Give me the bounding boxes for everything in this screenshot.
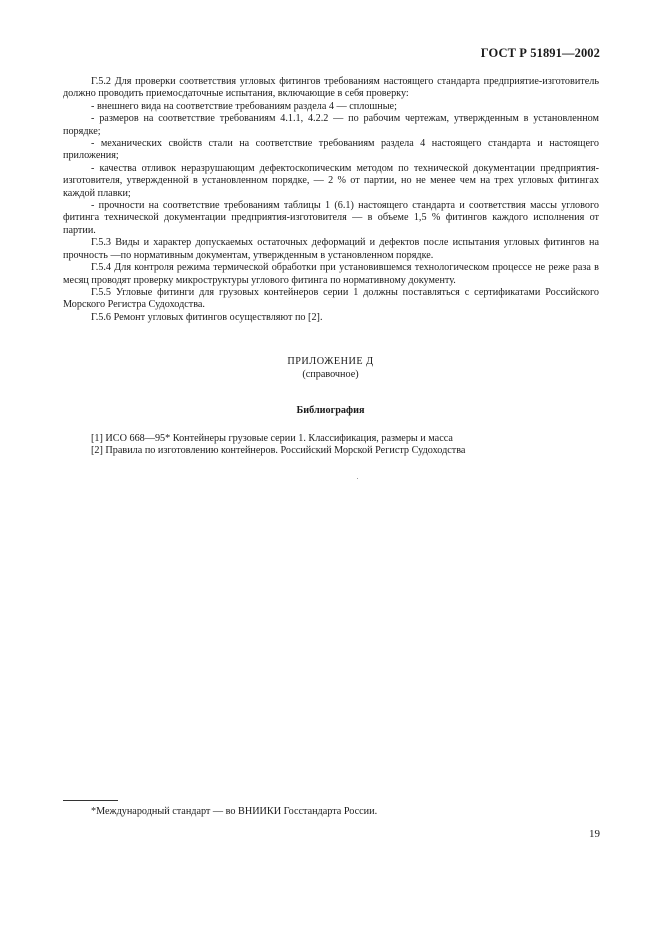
appendix-title: ПРИЛОЖЕНИЕ Д	[287, 356, 374, 367]
list-item-dimensions: - размеров на соответствие требованиям 4.1.1, 4.2.2 — по рабочим чертежам, утвержденным в установленном порядке;	[63, 113, 599, 137]
footnote-divider	[63, 800, 118, 801]
paragraph-g54: Г.5.4 Для контроля режима термической обработки при установившемся технологическом процессе не реже раза в месяц проводят проверку микроструктуры углового фитинга по нормативному документу.	[63, 262, 599, 286]
appendix-subtitle: (справочное)	[302, 369, 359, 380]
list-item-appearance: - внешнего вида на соответствие требованиям раздела 4 — сплошные;	[91, 100, 397, 112]
list-item-castings: - качества отливок неразрушающим дефектоскопическим методом по технической документации предприятия-изготовителя, утвержденной в установленном порядке, — 2 % от партии, но не менее чем на трех угловых фитингах каждой плавки;	[63, 162, 599, 199]
bibliography-entry: [2] Правила по изготовлению контейнеров. Российский Морской Регистр Судоходства	[91, 445, 466, 457]
footnote: *Международный стандарт — во ВНИИКИ Госстандарта России.	[91, 806, 378, 817]
standard-header: ГОСТ Р 51891—2002	[480, 46, 600, 60]
scan-speck	[357, 478, 358, 479]
list-item-strength: - прочности на соответствие требованиям таблицы 1 (6.1) настоящего стандарта и соответствия массы углового фитинга технической документации предприятия-изготовителя — в объеме 1,5 % фитингов каждого исполнения от партии.	[63, 200, 599, 236]
paragraph-g55: Г.5.5 Угловые фитинги для грузовых контейнеров серии 1 должны поставляться с сертификатами Российского Морского Регистра Судоходства.	[63, 286, 599, 311]
bibliography-list	[91, 433, 465, 458]
bibliography-title: Библиография	[296, 405, 365, 416]
document-body	[63, 76, 599, 324]
paragraph-g53: Г.5.3 Виды и характер допускаемых остаточных деформаций и дефектов после испытания угловых фитингов на прочность —по нормативным документам, утвержденным в установленном порядке.	[63, 237, 599, 261]
paragraph-g52: Г.5.2 Для проверки соответствия угловых фитингов требованиям настоящего стандарта предприятие-изготовитель должно проводить приемосдаточные испытания, включающие в себя проверку:	[63, 76, 599, 100]
paragraph-g56: Г.5.6 Ремонт угловых фитингов осуществляют по [2].	[91, 311, 323, 323]
page-number: 19	[589, 828, 600, 840]
list-item-mechanical: - механических свойств стали на соответствие требованиям раздела 4 настоящего стандарта и настоящего приложения;	[63, 138, 599, 162]
bibliography-entry: [1] ИСО 668—95* Контейнеры грузовые серии 1. Классификация, размеры и масса	[91, 433, 453, 444]
